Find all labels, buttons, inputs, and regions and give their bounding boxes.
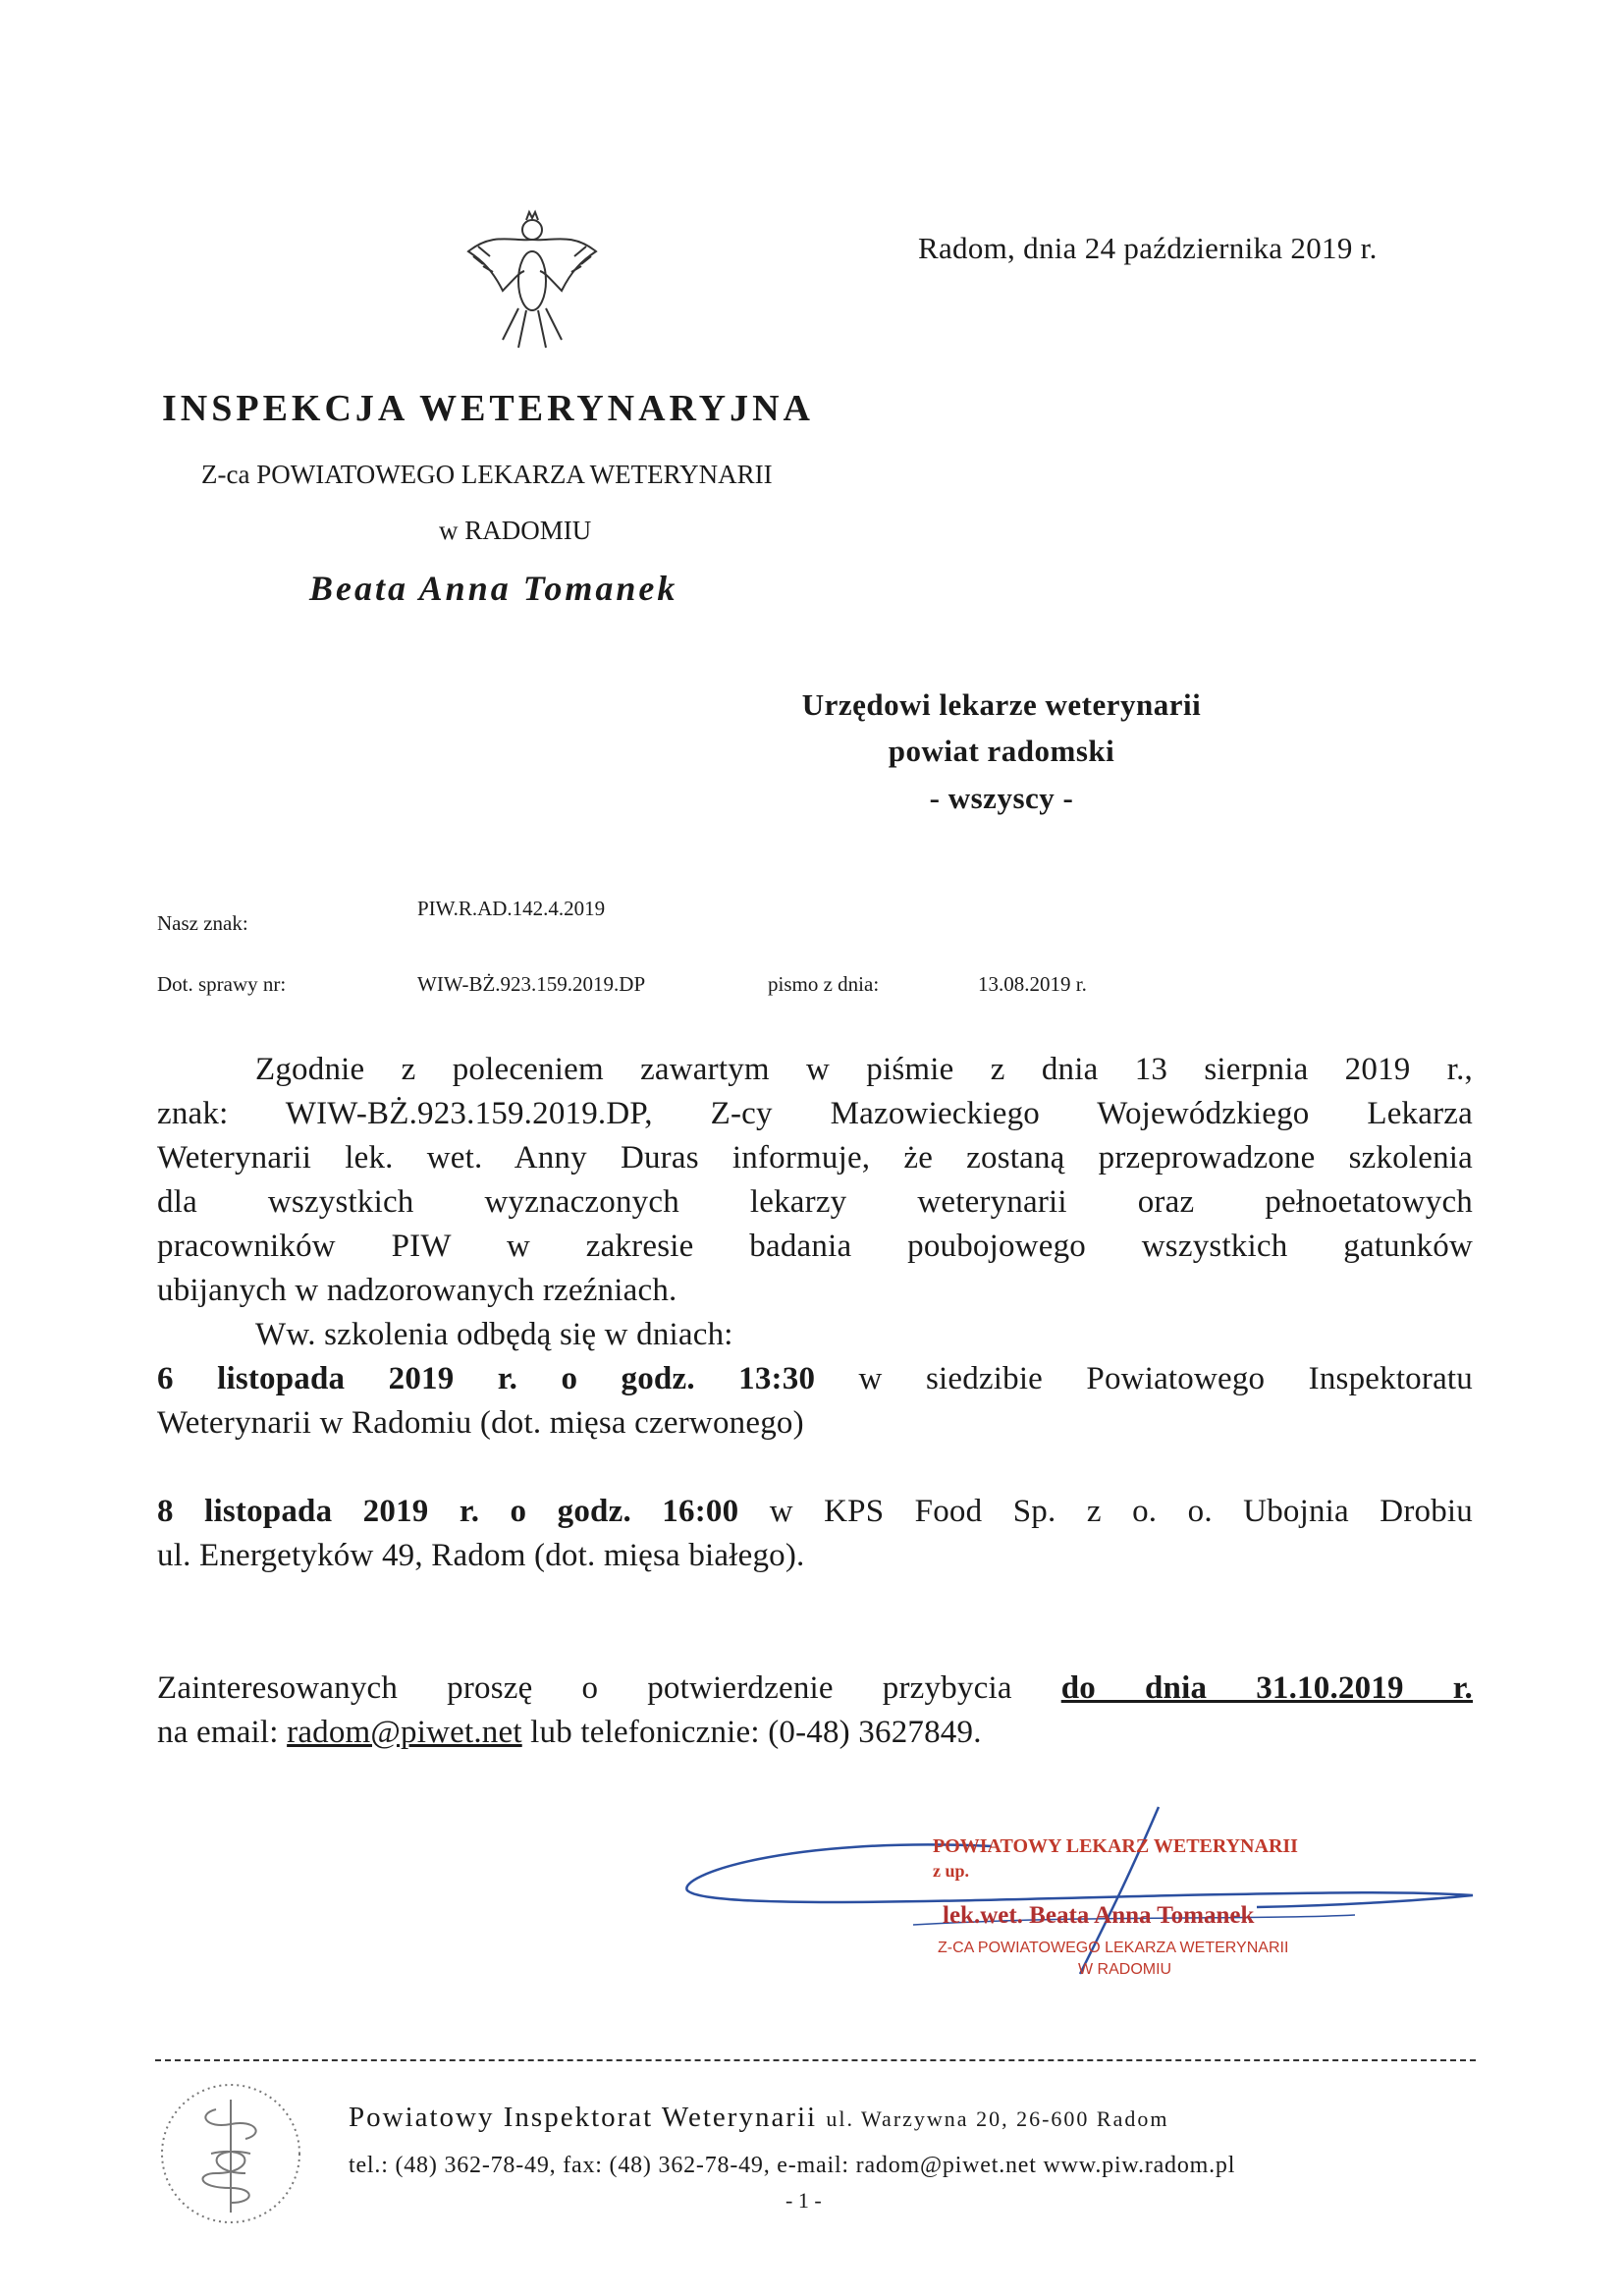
event-1-place: w siedzibie Powiatowego Inspektoratu	[815, 1361, 1473, 1396]
eagle-emblem-icon	[454, 202, 611, 359]
footer-contact: tel.: (48) 362-78-49, fax: (48) 362-78-49, e-mail: radom@piwet.net www.piw.radom.pl	[349, 2153, 1236, 2178]
email-label: na email:	[157, 1715, 288, 1750]
dot-sprawy-value: WIW-BŻ.923.159.2019.DP	[417, 972, 646, 996]
email-link[interactable]: radom@piwet.net	[287, 1715, 522, 1750]
recipient-line-3: - wszyscy -	[929, 781, 1074, 815]
event-2-datetime: 8 listopada 2019 r. o godz. 16:00	[157, 1494, 739, 1529]
organization-city: w RADOMIU	[439, 516, 592, 545]
event-2-line-2: ul. Energetyków 49, Radom (dot. mięsa białego).	[157, 1538, 805, 1573]
body-line: Ww. szkolenia odbędą się w dniach:	[255, 1317, 733, 1352]
confirmation-deadline: do dnia 31.10.2019 r.	[1060, 1670, 1474, 1706]
pismo-value: 13.08.2019 r.	[978, 972, 1087, 996]
nasz-znak-value: PIW.R.AD.142.4.2019	[417, 897, 606, 920]
event-1-line-1	[157, 1357, 1473, 1401]
event-1-datetime: 6 listopada 2019 r. o godz. 13:30	[157, 1361, 816, 1396]
pismo-label: pismo z dnia:	[768, 972, 880, 996]
stamp-line-2: z up.	[933, 1861, 970, 1881]
footer-institution-line	[349, 2102, 1168, 2134]
document-date: Radom, dnia 24 października 2019 r.	[918, 231, 1378, 265]
organization-person-name: Beata Anna Tomanek	[309, 569, 678, 608]
stamp-line-1: POWIATOWY LEKARZ WETERYNARII	[933, 1835, 1298, 1857]
event-1-line-2: Weterynarii w Radomiu (dot. mięsa czerwonego)	[157, 1405, 804, 1441]
letter-body	[157, 1048, 1473, 1755]
page-number: - 1 -	[785, 2188, 822, 2213]
footer-divider	[155, 2059, 1476, 2061]
event-2-place: w KPS Food Sp. z o. o. Ubojnia Drobiu	[738, 1494, 1473, 1529]
confirmation-text: Zainteresowanych proszę o potwierdzenie przybycia	[157, 1670, 1061, 1706]
caduceus-logo-icon	[157, 2080, 304, 2227]
stamp-line-5: W RADOMIU	[1078, 1961, 1172, 1978]
event-2-line-1	[157, 1490, 1473, 1534]
body-line: znak: WIW-BŻ.923.159.2019.DP, Z-cy Mazowieckiego Wojewódzkiego Lekarza	[157, 1096, 1473, 1131]
recipient-line-1: Urzędowi lekarze weterynarii	[801, 687, 1202, 722]
body-line: Weterynarii lek. wet. Anny Duras informuje, że zostaną przeprowadzone szkolenia	[157, 1140, 1473, 1175]
recipient-line-2: powiat radomski	[888, 734, 1115, 768]
organization-subtitle: Z-ca POWIATOWEGO LEKARZA WETERYNARII	[201, 460, 773, 489]
confirmation-line-2	[157, 1711, 1473, 1755]
nasz-znak-label: Nasz znak:	[157, 911, 248, 935]
dot-sprawy-label: Dot. sprawy nr:	[157, 972, 287, 996]
phone-text: lub telefonicznie: (0-48) 3627849.	[521, 1715, 982, 1750]
body-line: dla wszystkich wyznaczonych lekarzy weterynarii oraz pełnoetatowych	[157, 1184, 1473, 1220]
footer-address: ul. Warzywna 20, 26-600 Radom	[826, 2106, 1169, 2131]
confirmation-line-1	[157, 1667, 1473, 1711]
body-line: pracowników PIW w zakresie badania poubojowego wszystkich gatunków	[157, 1229, 1473, 1264]
body-line: ubijanych w nadzorowanych rzeźniach.	[157, 1273, 677, 1308]
organization-title: INSPEKCJA WETERYNARYJNA	[162, 388, 814, 429]
stamp-line-4: Z-CA POWIATOWEGO LEKARZA WETERYNARII	[938, 1940, 1289, 1956]
footer-institution: Powiatowy Inspektorat Weterynarii	[349, 2102, 818, 2133]
stamp-line-3: lek.wet. Beata Anna Tomanek	[943, 1902, 1255, 1929]
body-line: Zgodnie z poleceniem zawartym w piśmie z dnia 13 sierpnia 2019 r.,	[255, 1052, 1473, 1087]
